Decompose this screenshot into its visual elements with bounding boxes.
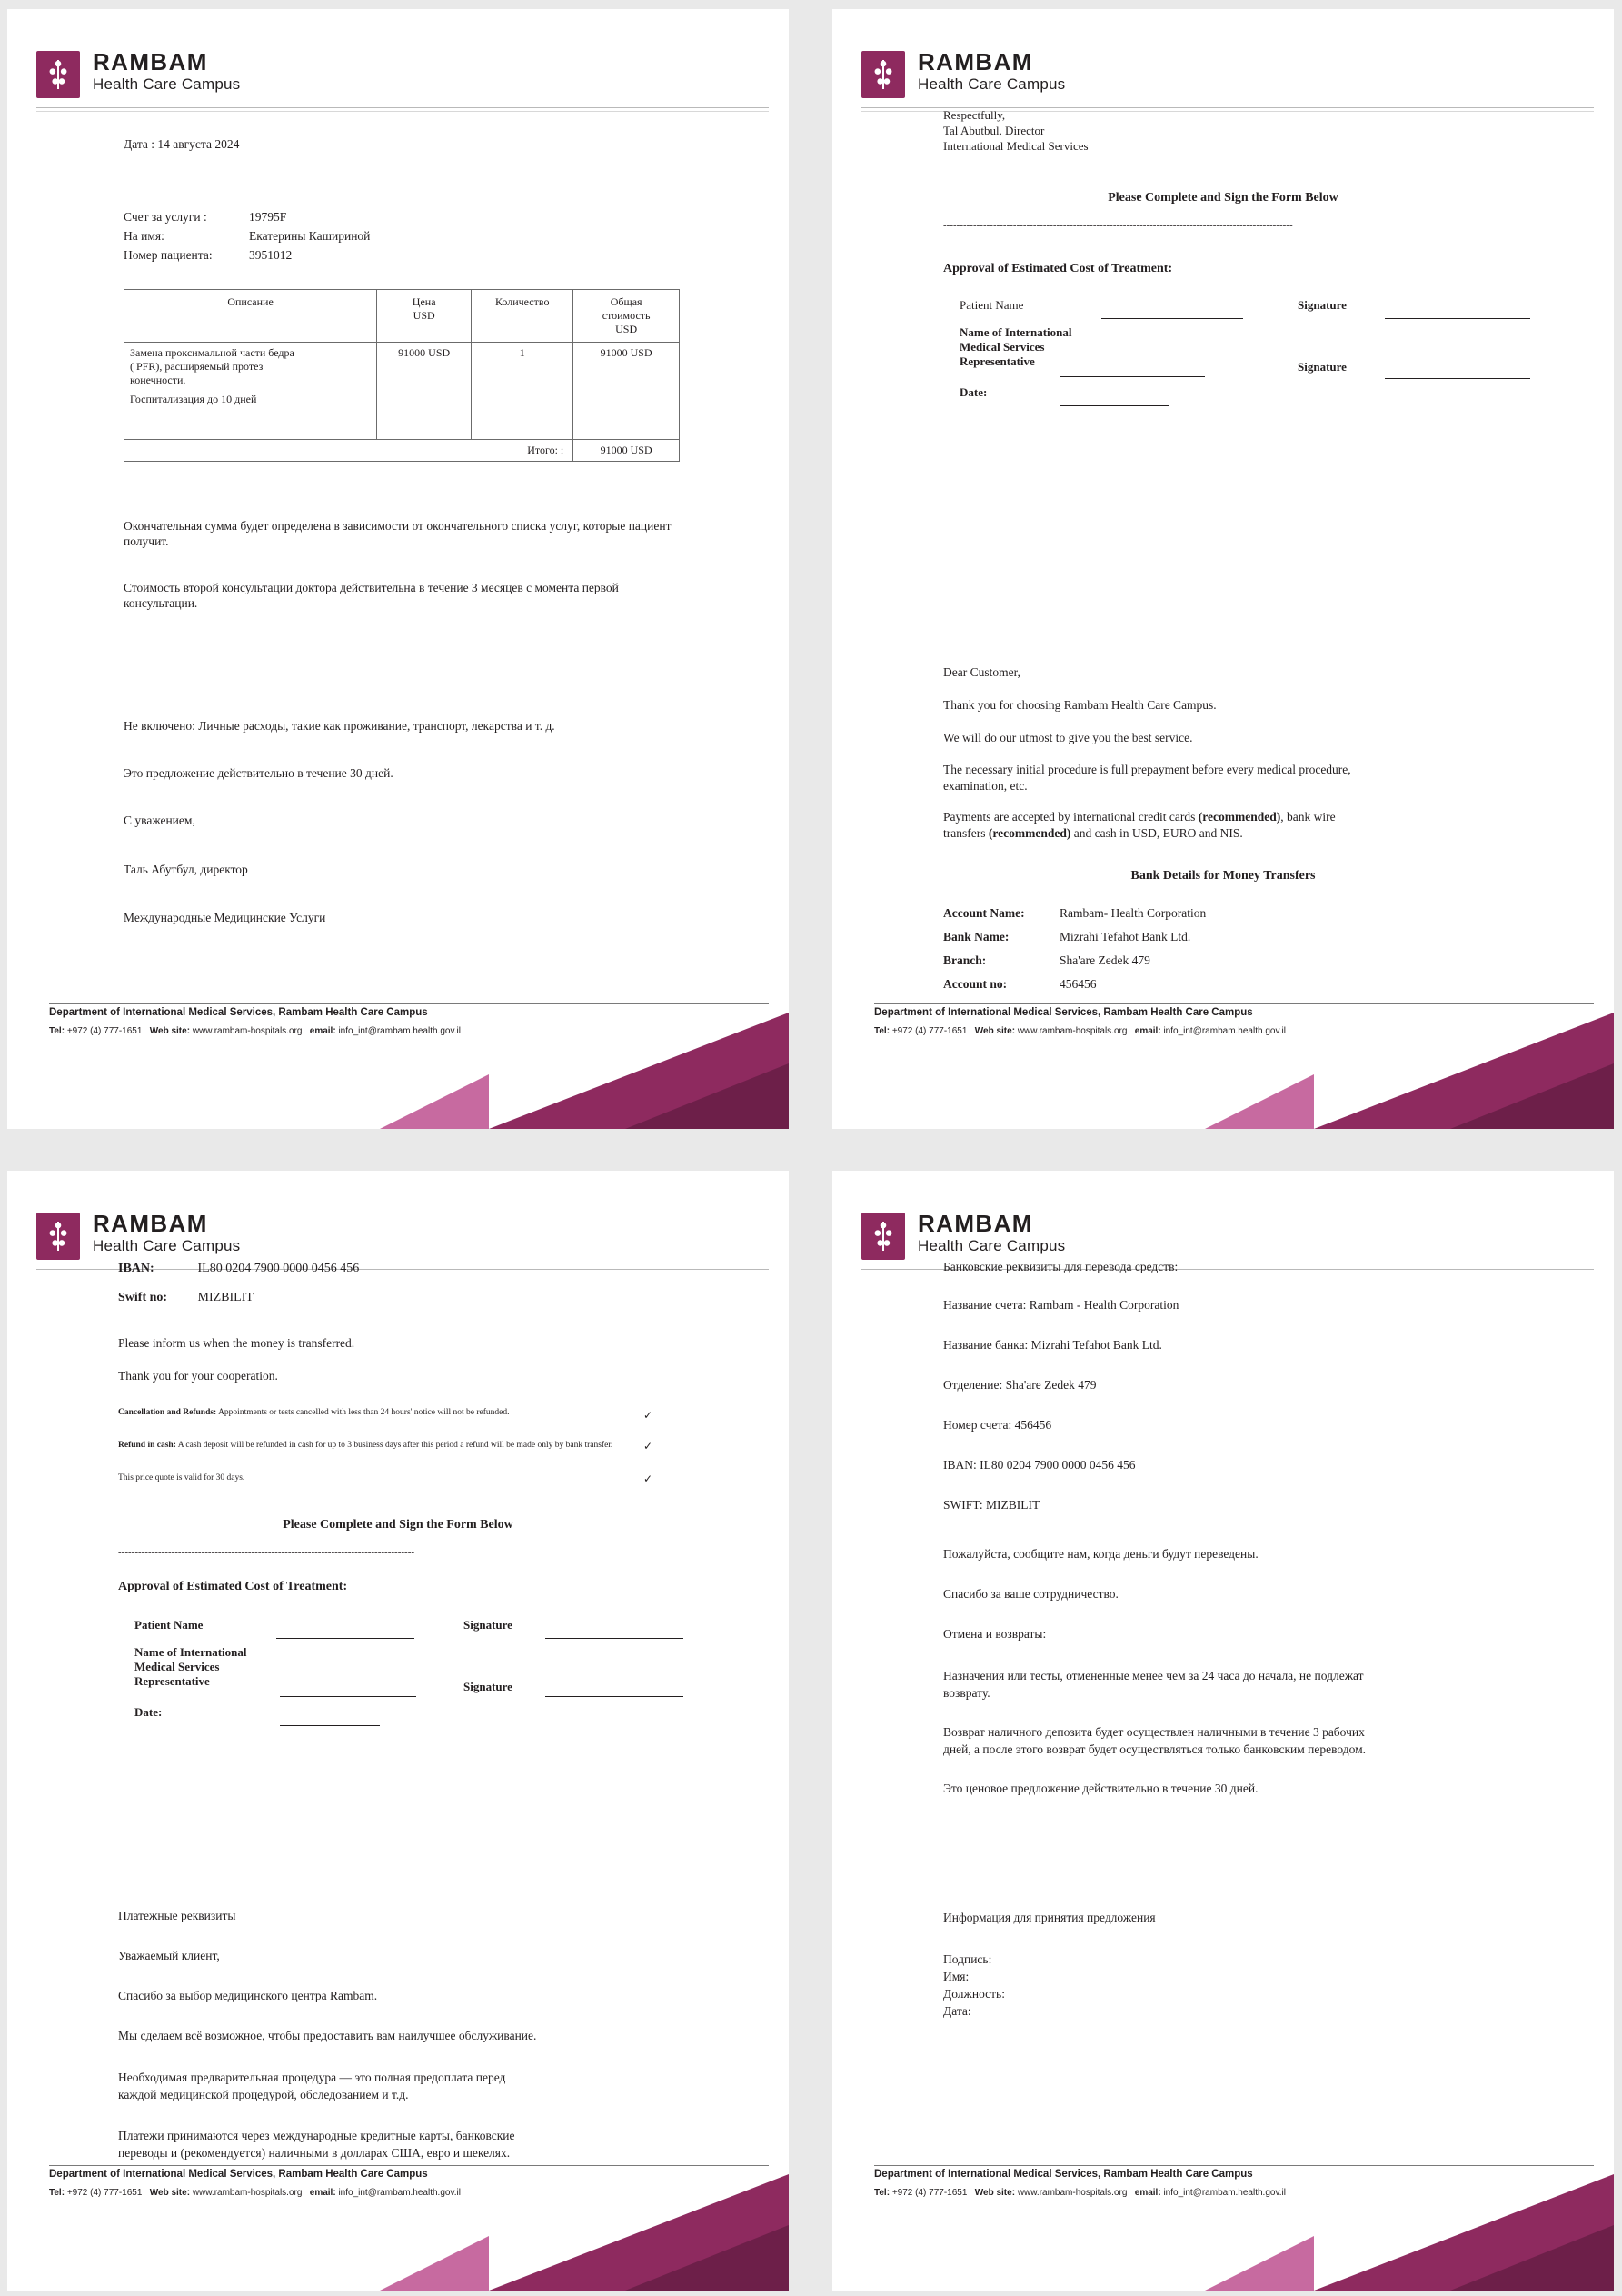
form-title: Please Complete and Sign the Form Below <box>283 1518 513 1532</box>
patient-id-label: Номер пациента: <box>124 248 213 262</box>
ru-cancellation-text <box>943 1667 1525 1702</box>
branch-value: Sha'are Zedek 479 <box>1060 953 1150 967</box>
terms-refund-check-icon: ✓ <box>643 1440 653 1452</box>
letter-prepayment <box>943 762 1498 794</box>
rambam-tree-logo-icon <box>861 51 905 98</box>
ru-acceptance-title: Информация для принятия предложения <box>943 1911 1156 1924</box>
header-rule <box>36 107 769 108</box>
bank-detail-row <box>943 925 1206 949</box>
ru-field-name[interactable]: Имя: <box>943 1970 970 1983</box>
footer-tel-label: Tel: <box>874 2188 891 2198</box>
footer-website-label: Web site: <box>974 2188 1016 2198</box>
representative-name-input[interactable] <box>280 1696 416 1697</box>
footer-tel: +972 (4) 777-1651 <box>66 2188 143 2198</box>
bank-details-title: Bank Details for Money Transfers <box>1130 869 1316 883</box>
rambam-tree-logo-icon <box>36 1213 80 1260</box>
rambam-tree-logo-icon <box>861 1213 905 1260</box>
footer-email-label: email: <box>309 2188 336 2198</box>
decorative-triangle <box>380 2236 489 2291</box>
ru-cancellation-line2: возврату. <box>943 1686 990 1700</box>
representative-name-input[interactable] <box>1060 376 1205 377</box>
ru-field-position[interactable]: Должность: <box>943 1987 1005 2001</box>
note-final-amount: Окончательная сумма будет определена в зависимости от окончательного списка услуг, которые пациент получит. <box>124 519 672 548</box>
signer-name: Таль Абутбул, директор <box>124 863 248 876</box>
footer-website-label: Web site: <box>149 2188 191 2198</box>
account-no-label: Account no: <box>943 977 1008 991</box>
column-header-price-currency: USD <box>413 309 435 322</box>
representative-signature-input[interactable] <box>1385 378 1530 379</box>
footer-email-label: email: <box>309 1026 336 1036</box>
decorative-triangle <box>1205 1074 1314 1129</box>
invoice-number-value: 19795F <box>249 210 287 224</box>
representative-line-3: Representative <box>134 1674 210 1688</box>
iban-label: IBAN: <box>118 1262 154 1275</box>
footer-rule <box>874 2165 1594 2166</box>
brand-subtitle: Health Care Campus <box>93 1237 241 1254</box>
table-row <box>124 343 680 440</box>
letter-payments-c: transfers <box>943 826 989 840</box>
ru-payments-line2: переводы и (рекомендуется) наличными в долларах США, евро и шекелях. <box>118 2146 511 2160</box>
footer-rule <box>49 1003 769 1004</box>
brand-block <box>93 49 240 95</box>
field-signature2-label: Signature <box>463 1680 512 1693</box>
signature-input[interactable] <box>1385 318 1530 319</box>
footer-contact <box>49 2188 461 2198</box>
director-department: International Medical Services <box>943 139 1089 153</box>
footer-tel: +972 (4) 777-1651 <box>66 1026 143 1036</box>
invoice-meta <box>124 207 370 265</box>
footer-email: info_int@rambam.health.gov.il <box>1163 2188 1286 2198</box>
account-name-value: Rambam- Health Corporation <box>1060 906 1207 920</box>
column-header-price-text: Цена <box>412 295 436 308</box>
representative-line-3: Representative <box>960 354 1035 368</box>
footer-website: www.rambam-hospitals.org <box>1017 2188 1128 2198</box>
column-header-total <box>573 290 680 343</box>
inform-text: Please inform us when the money is transferred. <box>118 1336 355 1350</box>
brand-block <box>918 49 1065 95</box>
date-input[interactable] <box>1060 405 1169 406</box>
ru-refund-line2: дней, а после этого возврат будет осуществляться только банковским переводом. <box>943 1742 1367 1756</box>
page-footer <box>832 2145 1614 2291</box>
field-signature2-label: Signature <box>1298 360 1347 374</box>
field-signature-label: Signature <box>1298 298 1347 312</box>
letter-greeting: Dear Customer, <box>943 665 1020 679</box>
footer-rule <box>874 1003 1594 1004</box>
branch-label: Branch: <box>943 953 987 967</box>
ru-branch: Отделение: Sha'are Zedek 479 <box>943 1378 1097 1392</box>
terms-cancellation <box>118 1407 627 1419</box>
terms-validity-check-icon: ✓ <box>643 1472 653 1485</box>
terms-validity: This price quote is valid for 30 days. <box>118 1473 245 1482</box>
description-line-4: Госпитализация до 10 дней <box>130 393 257 405</box>
letter-payments-a: Payments are accepted by international credit cards <box>943 810 1199 824</box>
decorative-triangle <box>1205 2236 1314 2291</box>
ru-iban: IBAN: IL80 0204 7900 0000 0456 456 <box>943 1458 1136 1472</box>
account-name-label: Account Name: <box>943 906 1025 920</box>
approval-title: Approval of Estimated Cost of Treatment: <box>118 1580 348 1593</box>
letter-thanks: Thank you for choosing Rambam Health Care Campus. <box>943 698 1217 712</box>
field-patient-name-label: Patient Name <box>134 1618 204 1632</box>
letter-payments-d: and cash in USD, EURO and NIS. <box>1070 826 1243 840</box>
services-table <box>124 289 680 462</box>
footer-email: info_int@rambam.health.gov.il <box>338 1026 461 1036</box>
ru-payments-line1: Платежи принимаются через международные кредитные карты, банковские <box>118 2129 515 2142</box>
invoice-meta-row <box>124 226 370 245</box>
director-name: Tal Abutbul, Director <box>943 124 1045 137</box>
column-header-total-text2: стоимость <box>602 309 651 322</box>
signer-department: Международные Медицинские Услуги <box>124 911 326 924</box>
terms-cancellation-check-icon: ✓ <box>643 1409 653 1422</box>
column-header-total-currency: USD <box>615 323 638 335</box>
rambam-tree-logo-icon <box>36 51 80 98</box>
patient-name-input[interactable] <box>276 1638 414 1639</box>
footer-tel-label: Tel: <box>49 1026 65 1036</box>
ru-signature-fields <box>943 1951 1005 2020</box>
ru-account-name: Название счета: Rambam - Health Corporation <box>943 1298 1179 1312</box>
total-label: Итого: : <box>124 440 573 462</box>
decorative-triangle <box>1450 2225 1614 2291</box>
footer-website: www.rambam-hospitals.org <box>192 1026 303 1036</box>
description-line-2: ( PFR), расширяемый протез <box>130 360 264 373</box>
decorative-triangle <box>380 1074 489 1129</box>
patient-id-value: 3951012 <box>249 248 293 262</box>
bank-details-list <box>943 902 1206 996</box>
letter-payments-bold2: (recommended) <box>988 826 1071 840</box>
invoice-meta-row <box>124 245 370 265</box>
representative-line-2: Medical Services <box>960 340 1045 354</box>
patient-name-input[interactable] <box>1101 318 1243 319</box>
swift-value: MIZBILIT <box>197 1291 254 1304</box>
terms-refund-label: Refund in cash: <box>118 1441 176 1450</box>
page-header <box>861 48 1594 113</box>
letter-service: We will do our utmost to give you the best service. <box>943 731 1193 744</box>
brand-subtitle: Health Care Campus <box>918 75 1066 93</box>
thanks-text: Thank you for your cooperation. <box>118 1369 278 1383</box>
footer-tel-label: Tel: <box>49 2188 65 2198</box>
document-page-2 <box>832 9 1614 1129</box>
terms-cancellation-text: Appointments or tests cancelled with less than 24 hours' notice will not be refunded. <box>216 1408 510 1417</box>
footer-tel: +972 (4) 777-1651 <box>891 1026 968 1036</box>
ru-refund-text <box>943 1723 1525 1758</box>
form-title: Please Complete and Sign the Form Below <box>1108 191 1338 205</box>
bank-detail-row <box>943 902 1206 925</box>
brand-block <box>93 1211 240 1256</box>
signature-input[interactable] <box>545 1638 683 1639</box>
ru-bank-details-title: Банковские реквизиты для перевода средств: <box>943 1260 1179 1273</box>
letter-prepayment-line1: The necessary initial procedure is full prepayment before every medical procedure, <box>943 763 1351 776</box>
page-footer <box>7 2145 789 2291</box>
footer-email-label: email: <box>1134 2188 1161 2198</box>
column-header-price <box>377 290 472 343</box>
signature-block <box>943 107 1089 154</box>
footer-email: info_int@rambam.health.gov.il <box>1163 1026 1286 1036</box>
document-page-1 <box>7 9 789 1129</box>
patient-name-value: Екатерины Кашириной <box>249 229 371 243</box>
representative-signature-input[interactable] <box>545 1696 683 1697</box>
footer-department: Department of International Medical Services, Rambam Health Care Campus <box>874 2169 1253 2180</box>
representative-line-1: Name of International <box>960 325 1072 339</box>
table-total-row <box>124 440 680 462</box>
ru-greeting: Уважаемый клиент, <box>118 1949 220 1962</box>
ru-cancellation-line1: Назначения или тесты, отмененные менее чем за 24 часа до начала, не подлежат <box>943 1669 1364 1682</box>
ru-refund-line1: Возврат наличного депозита будет осуществлен наличными в течение 3 рабочих <box>943 1725 1365 1739</box>
ru-cooperation-thanks: Спасибо за ваше сотрудничество. <box>943 1587 1119 1601</box>
ru-field-date[interactable]: Дата: <box>943 2004 971 2018</box>
note-not-included: Не включено: Личные расходы, такие как проживание, транспорт, лекарства и т. д. <box>124 719 555 733</box>
document-page-3 <box>7 1171 789 2291</box>
footer-tel: +972 (4) 777-1651 <box>891 2188 968 2198</box>
ru-inform: Пожалуйста, сообщите нам, когда деньги будут переведены. <box>943 1547 1259 1561</box>
swift-label: Swift no: <box>118 1291 168 1304</box>
letter-payments-bold1: (recommended) <box>1198 810 1281 824</box>
header-rule-secondary <box>36 111 769 112</box>
document-page-4 <box>832 1171 1614 2291</box>
total-value: 91000 USD <box>573 440 680 462</box>
dashed-separator: --------------------------------------------------------------------------------------------------------- <box>943 220 1293 231</box>
ru-offer-validity: Это ценовое предложение действительно в течение 30 дней. <box>943 1782 1259 1795</box>
date-input[interactable] <box>280 1725 380 1726</box>
ru-payment-details-title: Платежные реквизиты <box>118 1909 236 1922</box>
footer-contact <box>874 1026 1286 1036</box>
page-header <box>36 48 769 113</box>
invoice-meta-row <box>124 207 370 226</box>
note-second-consultation: Стоимость второй консультации доктора действительна в течение 3 месяцев с момента первой консультации. <box>124 581 619 610</box>
bank-name-value: Mizrahi Tefahot Bank Ltd. <box>1060 930 1191 943</box>
description-line-1: Замена проксимальной части бедра <box>130 346 294 359</box>
ru-best-service: Мы сделаем всё возможное, чтобы предоставить вам наилучшее обслуживание. <box>118 2029 537 2042</box>
table-header-row <box>124 290 680 343</box>
cell-price: 91000 USD <box>377 343 472 440</box>
brand-name: RAMBAM <box>918 1210 1033 1237</box>
account-no-value: 456456 <box>1060 977 1097 991</box>
brand-name: RAMBAM <box>93 48 208 75</box>
brand-subtitle: Health Care Campus <box>93 75 241 93</box>
iban-value: IL80 0204 7900 0000 0456 456 <box>197 1262 360 1275</box>
letter-payments <box>943 809 1498 842</box>
representative-line-2: Medical Services <box>134 1660 220 1673</box>
cell-total: 91000 USD <box>573 343 680 440</box>
invoice-number-label: Счет за услуги : <box>124 210 207 224</box>
decorative-triangle <box>1450 1063 1614 1129</box>
invoice-date: Дата : 14 августа 2024 <box>124 137 240 151</box>
footer-website-label: Web site: <box>149 1026 191 1036</box>
terms-cancellation-label: Cancellation and Refunds: <box>118 1408 217 1417</box>
representative-line-1: Name of International <box>134 1645 247 1659</box>
footer-website: www.rambam-hospitals.org <box>192 2188 303 2198</box>
field-signature-label: Signature <box>463 1618 512 1632</box>
column-header-quantity: Количество <box>472 290 573 343</box>
ru-prepayment-line2: каждой медицинской процедурой, обследованием и т.д. <box>118 2088 409 2101</box>
brand-name: RAMBAM <box>93 1210 208 1237</box>
footer-email-label: email: <box>1134 1026 1161 1036</box>
terms-refund <box>118 1440 627 1452</box>
brand-subtitle: Health Care Campus <box>918 1237 1066 1254</box>
ru-thanks: Спасибо за выбор медицинского центра Rambam. <box>118 1989 378 2002</box>
cell-description <box>124 343 377 440</box>
bank-name-label: Bank Name: <box>943 930 1010 943</box>
description-line-3: конечности. <box>130 374 186 386</box>
closing-regards: С уважением, <box>124 814 195 827</box>
footer-email: info_int@rambam.health.gov.il <box>338 2188 461 2198</box>
ru-account-number: Номер счета: 456456 <box>943 1418 1052 1432</box>
letter-prepayment-line2: examination, etc. <box>943 779 1028 793</box>
column-header-description: Описание <box>124 290 377 343</box>
footer-website-label: Web site: <box>974 1026 1016 1036</box>
page-footer <box>832 983 1614 1129</box>
field-patient-name-label: Patient Name <box>960 298 1024 312</box>
field-representative-label <box>134 1645 247 1689</box>
terms-refund-text: A cash deposit will be refunded in cash for up to 3 business days after this period a refund will be made only by bank transfer. <box>175 1441 613 1450</box>
ru-swift: SWIFT: MIZBILIT <box>943 1498 1040 1512</box>
footer-department: Department of International Medical Services, Rambam Health Care Campus <box>49 2169 428 2180</box>
dashed-separator: ----------------------------------------------------------------------------------------- <box>118 1547 415 1558</box>
field-date-label: Date: <box>960 385 988 399</box>
footer-website: www.rambam-hospitals.org <box>1017 1026 1128 1036</box>
respectfully-text: Respectfully, <box>943 108 1006 122</box>
iban-row <box>118 1262 359 1276</box>
patient-name-label: На имя: <box>124 229 164 243</box>
decorative-triangle <box>625 2225 789 2291</box>
field-date-label: Date: <box>134 1705 163 1719</box>
footer-tel-label: Tel: <box>874 1026 891 1036</box>
brand-block <box>918 1211 1065 1256</box>
ru-field-signature[interactable]: Подпись: <box>943 1952 992 1966</box>
swift-row <box>118 1291 254 1305</box>
decorative-triangle <box>625 1063 789 1129</box>
ru-cancellation-title: Отмена и возвраты: <box>943 1627 1047 1641</box>
bank-detail-row <box>943 949 1206 973</box>
footer-department: Department of International Medical Services, Rambam Health Care Campus <box>874 1007 1253 1018</box>
brand-name: RAMBAM <box>918 48 1033 75</box>
footer-contact <box>49 1026 461 1036</box>
cell-quantity: 1 <box>472 343 573 440</box>
ru-prepayment-line1: Необходимая предварительная процедура — это полная предоплата перед <box>118 2071 506 2084</box>
footer-contact <box>874 2188 1286 2198</box>
footer-rule <box>49 2165 769 2166</box>
footer-department: Department of International Medical Services, Rambam Health Care Campus <box>49 1007 428 1018</box>
field-representative-label <box>960 325 1072 369</box>
note-offer-validity: Это предложение действительно в течение 30 дней. <box>124 766 393 780</box>
ru-prepayment <box>118 2069 663 2103</box>
column-header-total-text1: Общая <box>610 295 642 308</box>
approval-title: Approval of Estimated Cost of Treatment: <box>943 262 1173 275</box>
letter-payments-b: , bank wire <box>1280 810 1336 824</box>
page-footer <box>7 983 789 1129</box>
ru-bank-name: Название банка: Mizrahi Tefahot Bank Ltd. <box>943 1338 1162 1352</box>
